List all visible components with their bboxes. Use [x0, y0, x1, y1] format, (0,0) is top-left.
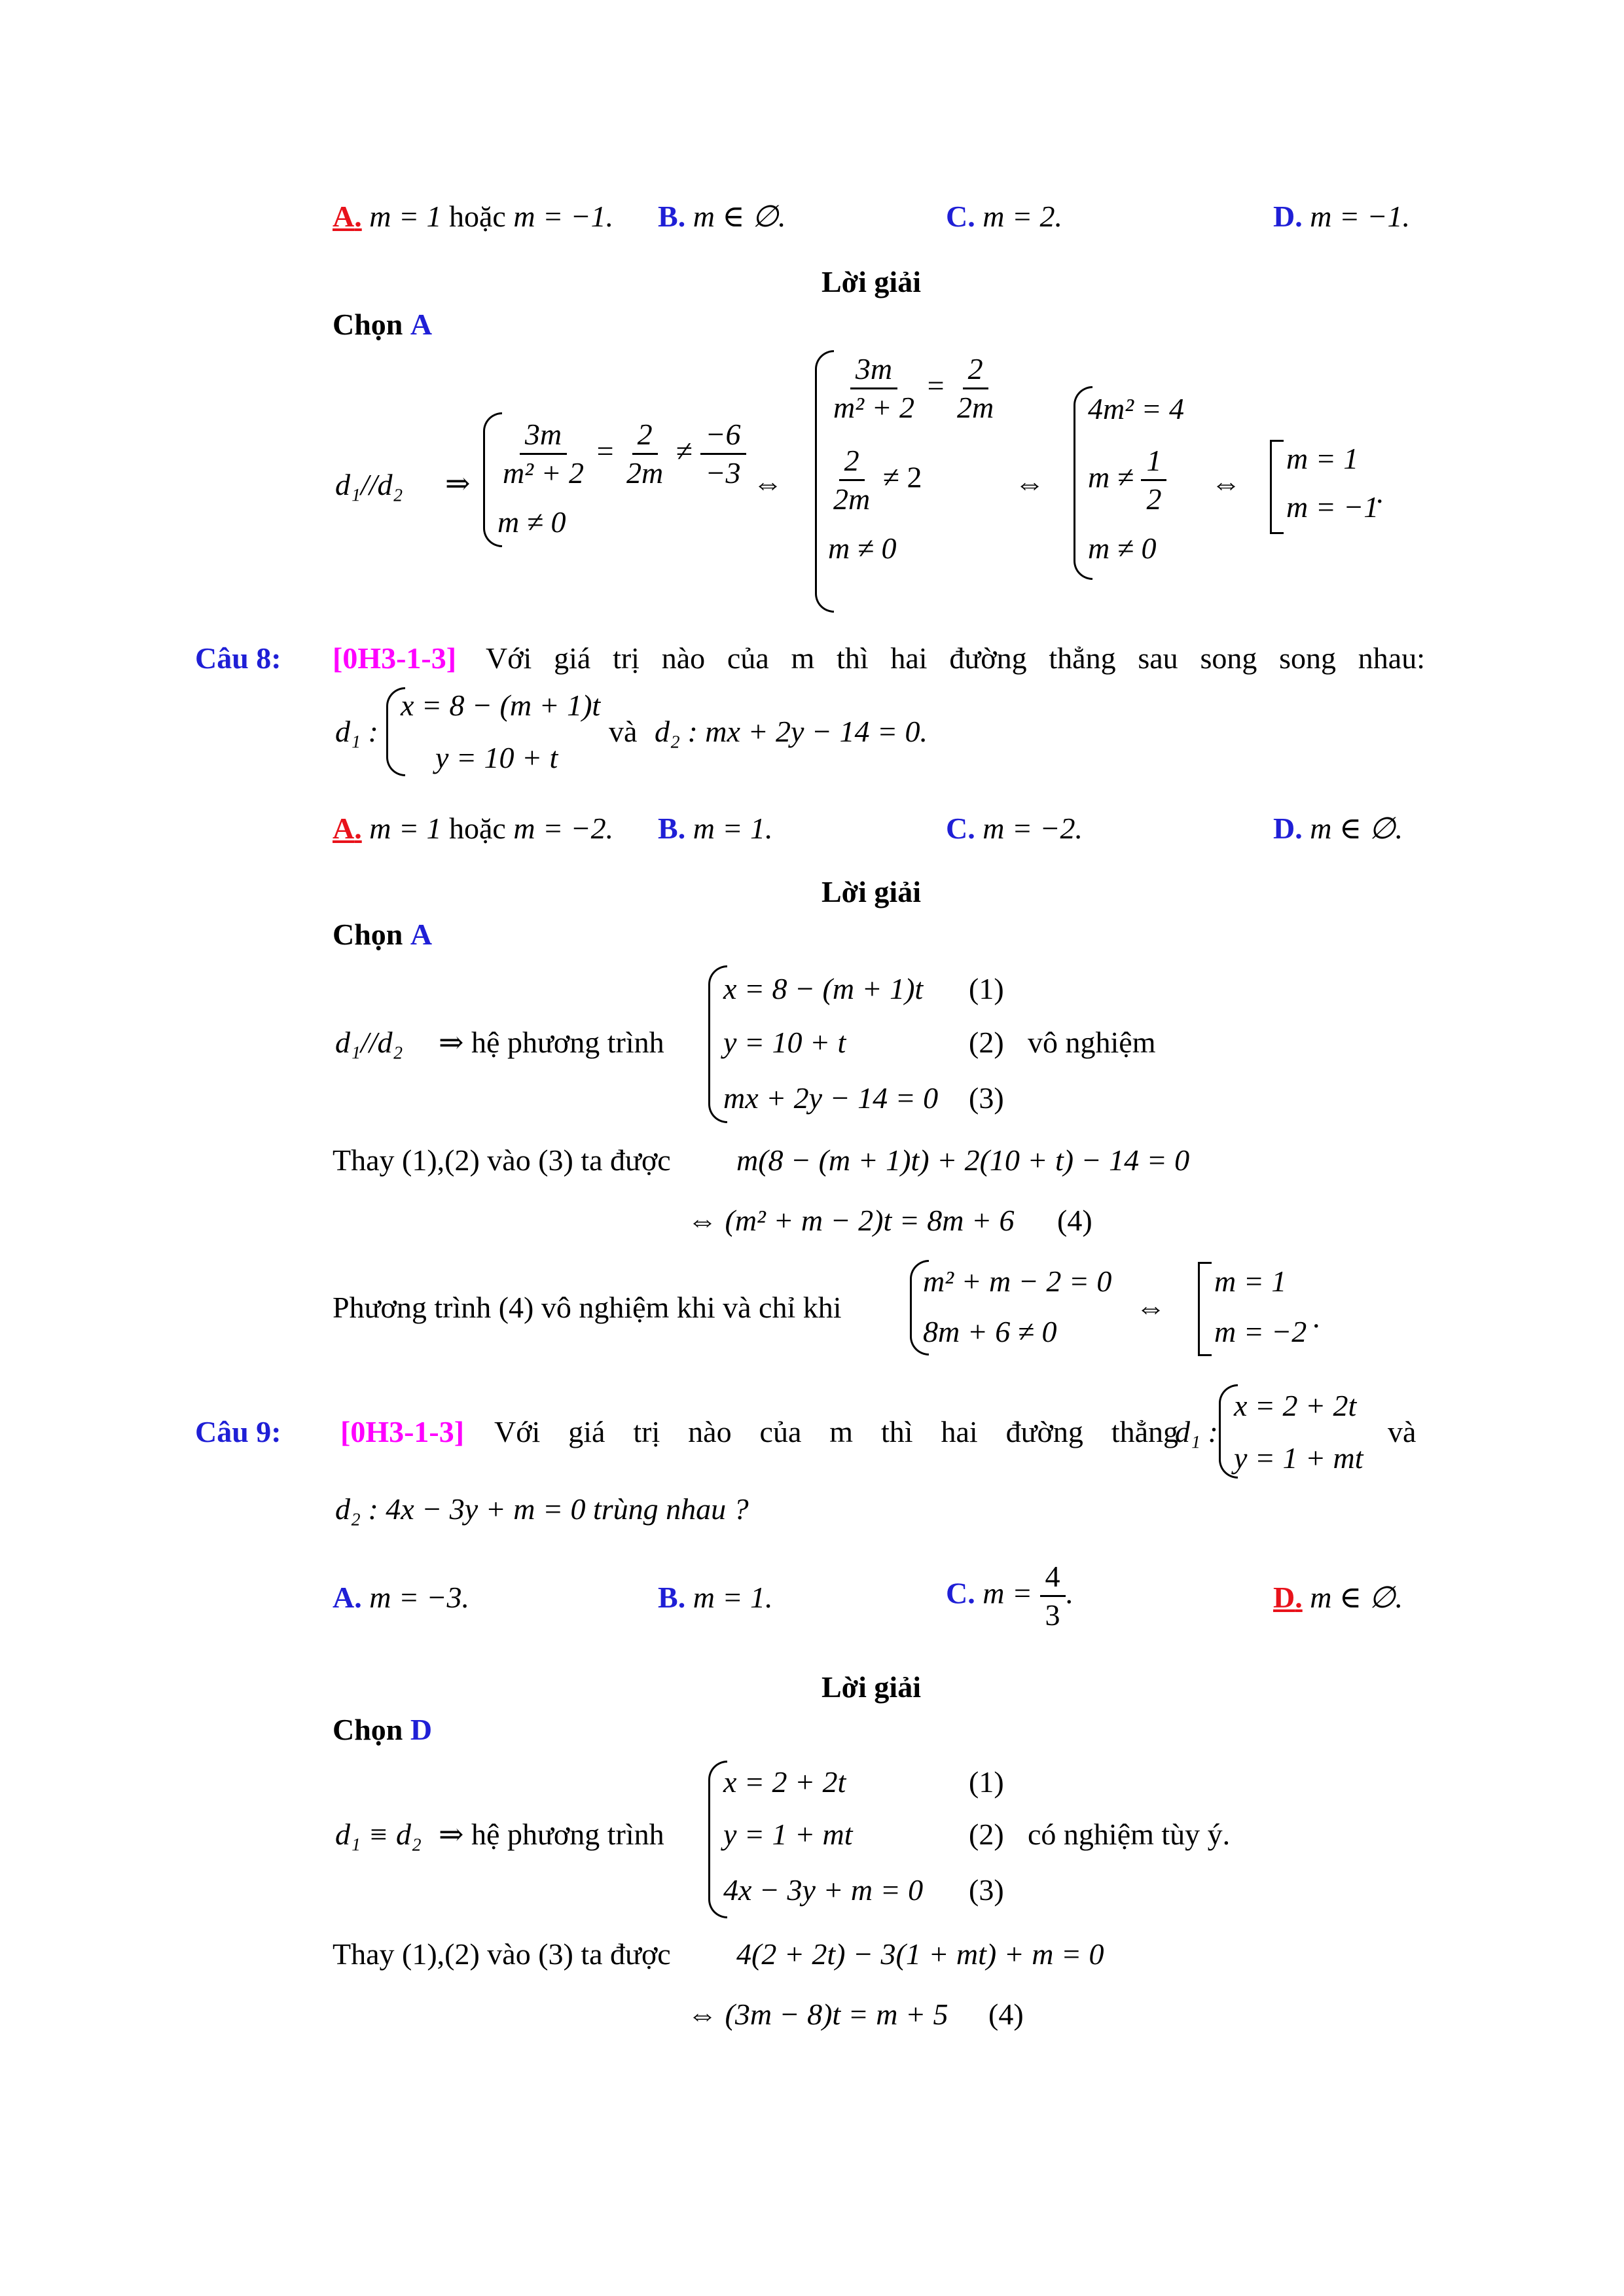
- q7-lhs: d₁//d₂: [335, 468, 403, 501]
- q9-thay-expr: 4(2 + 2t) − 3(1 + mt) + m = 0: [736, 1937, 1104, 1971]
- iff-symbol: ⇔: [1211, 467, 1241, 500]
- q7-sys1-cond: m ≠ 0: [497, 505, 566, 539]
- q8-sys-after: vô nghiệm: [1028, 1026, 1156, 1059]
- q7-solution-title: Lời giải: [821, 265, 921, 298]
- bracket: [1270, 440, 1284, 534]
- q7-option-a: A. m = 1 hoặc m = −1.: [333, 200, 614, 233]
- q8-choose: Chọn A: [333, 918, 433, 951]
- q7-res-row1: m = 1: [1286, 442, 1359, 475]
- bracket: [1198, 1262, 1212, 1356]
- q9-and: và: [1388, 1415, 1416, 1448]
- q9-tag1: (1): [969, 1765, 1004, 1799]
- q8-thay-expr: m(8 − (m + 1)t) + 2(10 + t) − 14 = 0: [736, 1143, 1190, 1177]
- q8-option-d: D. m ∈ ∅.: [1273, 812, 1403, 845]
- q8-cond-l2: 8m + 6 ≠ 0: [923, 1315, 1057, 1348]
- q9-solution-title: Lời giải: [821, 1670, 921, 1704]
- q9-eq4: ⇔ (3m − 8)t = m + 5: [687, 1998, 948, 2031]
- q8-option-b: B. m = 1.: [658, 812, 773, 845]
- q8-d2: d₂ : mx + 2y − 14 = 0.: [655, 715, 928, 748]
- q7-option-c: C. m = 2.: [946, 200, 1062, 233]
- q9-tag2: (2): [969, 1818, 1004, 1851]
- q9-sys-after: có nghiệm tùy ý.: [1028, 1818, 1231, 1851]
- q9-sys-row1: x = 2 + 2t: [723, 1765, 846, 1799]
- q8-sys-row2: y = 10 + t: [723, 1026, 846, 1059]
- q8-d1-l1: x = 8 − (m + 1)t: [401, 689, 601, 722]
- q8-res-l2: m = −2: [1214, 1315, 1307, 1348]
- q8-option-c: C. m = −2.: [946, 812, 1083, 845]
- q7-res-row2: m = −1: [1286, 490, 1379, 524]
- q8-thay: Thay (1),(2) vào (3) ta được: [333, 1143, 671, 1177]
- q9-option-b: B. m = 1.: [658, 1581, 773, 1614]
- q8-label: Câu 8:: [195, 641, 281, 675]
- q9-label: Câu 9:: [195, 1415, 281, 1448]
- q8-d1: d₁ :: [335, 715, 378, 748]
- implies-symbol: ⇒: [445, 467, 471, 500]
- q8-sys-label: ⇒ hệ phương trình: [439, 1026, 664, 1059]
- q9-option-a: A. m = −3.: [333, 1581, 470, 1614]
- q9-tag3: (3): [969, 1873, 1004, 1907]
- q8-sys-row1: x = 8 − (m + 1)t: [723, 972, 924, 1005]
- q8-and: và: [609, 715, 638, 748]
- q8-question: Với giá trị nào của m thì hai đường thẳng sau song song nhau:: [486, 641, 1425, 675]
- q9-sys-row2: y = 1 + mt: [723, 1818, 853, 1851]
- q8-tag1: (1): [969, 972, 1004, 1005]
- q9-code: [0H3-1-3]: [340, 1415, 465, 1448]
- iff-symbol: ⇔: [753, 467, 783, 500]
- q9-sys-row3: 4x − 3y + m = 0: [723, 1873, 924, 1907]
- q8-res-l1: m = 1: [1214, 1265, 1287, 1298]
- q9-d1-l1: x = 2 + 2t: [1234, 1389, 1357, 1422]
- q7-choose: Chọn A: [333, 308, 433, 341]
- period: .: [1312, 1300, 1320, 1334]
- q7-option-d: D. m = −1.: [1273, 200, 1411, 233]
- period: .: [1376, 476, 1384, 509]
- q9-eq4-tag: (4): [988, 1998, 1024, 2031]
- q9-choose: Chọn D: [333, 1713, 433, 1746]
- q9-d1-l2: y = 1 + mt: [1234, 1441, 1363, 1475]
- q8-solution-title: Lời giải: [821, 875, 921, 908]
- q9-thay: Thay (1),(2) vào (3) ta được: [333, 1937, 671, 1971]
- q7-option-b: B. m ∈ ∅.: [658, 200, 786, 233]
- q9-d1: d₁ :: [1175, 1415, 1218, 1448]
- q9-option-d: D. m ∈ ∅.: [1273, 1581, 1403, 1614]
- q8-option-a: A. m = 1 hoặc m = −2.: [333, 812, 614, 845]
- q8-sys-lhs: d₁//d₂: [335, 1026, 403, 1059]
- q8-eq4: ⇔ (m² + m − 2)t = 8m + 6: [687, 1204, 1015, 1237]
- q8-tag3: (3): [969, 1081, 1004, 1115]
- q7-sys3-row2: m ≠ $\frac{1}{2}$: [1088, 445, 1166, 516]
- q7-sys2-cond: m ≠ 0: [828, 531, 897, 565]
- q8-d1-l2: y = 10 + t: [435, 741, 558, 774]
- q9-question: Với giá trị nào của m thì hai đường thẳng: [494, 1415, 1178, 1448]
- q8-cond-text: Phương trình (4) vô nghiệm khi và chỉ khi: [333, 1291, 842, 1324]
- q7-sys3-row3: m ≠ 0: [1088, 531, 1157, 565]
- iff-symbol: ⇔: [1136, 1291, 1166, 1324]
- q7-sys2-row2: $\frac{2}{2m}$ ≠ 2: [833, 444, 922, 516]
- q7-sys1-row1: $\frac{3m}{\text{m² + 2}}$ = $\frac{2}{2m}$ ≠ $\frac{-6}{-3}$: [497, 419, 746, 490]
- q7-sys3-row1: 4m² = 4: [1088, 392, 1185, 425]
- q9-sys-label: ⇒ hệ phương trình: [439, 1818, 664, 1851]
- q8-cond-l1: m² + m − 2 = 0: [923, 1265, 1112, 1298]
- q8-sys-row3: mx + 2y − 14 = 0: [723, 1081, 939, 1115]
- q7-sys2-row1: $\frac{3m}{\text{m² + 2}}$ = $\frac{2}{2m}$: [833, 352, 994, 425]
- q8-eq4-tag: (4): [1057, 1204, 1092, 1237]
- q8-tag2: (2): [969, 1026, 1004, 1059]
- iff-symbol: ⇔: [1015, 467, 1045, 500]
- q9-d2-line: d₂ : 4x − 3y + m = 0 trùng nhau ?: [335, 1492, 749, 1526]
- q9-sys-lhs: d₁ ≡ d₂: [335, 1818, 422, 1851]
- q9-option-c: C. m = $\frac{4}{3}$ .: [946, 1560, 1073, 1632]
- q8-code: [0H3-1-3]: [333, 641, 457, 675]
